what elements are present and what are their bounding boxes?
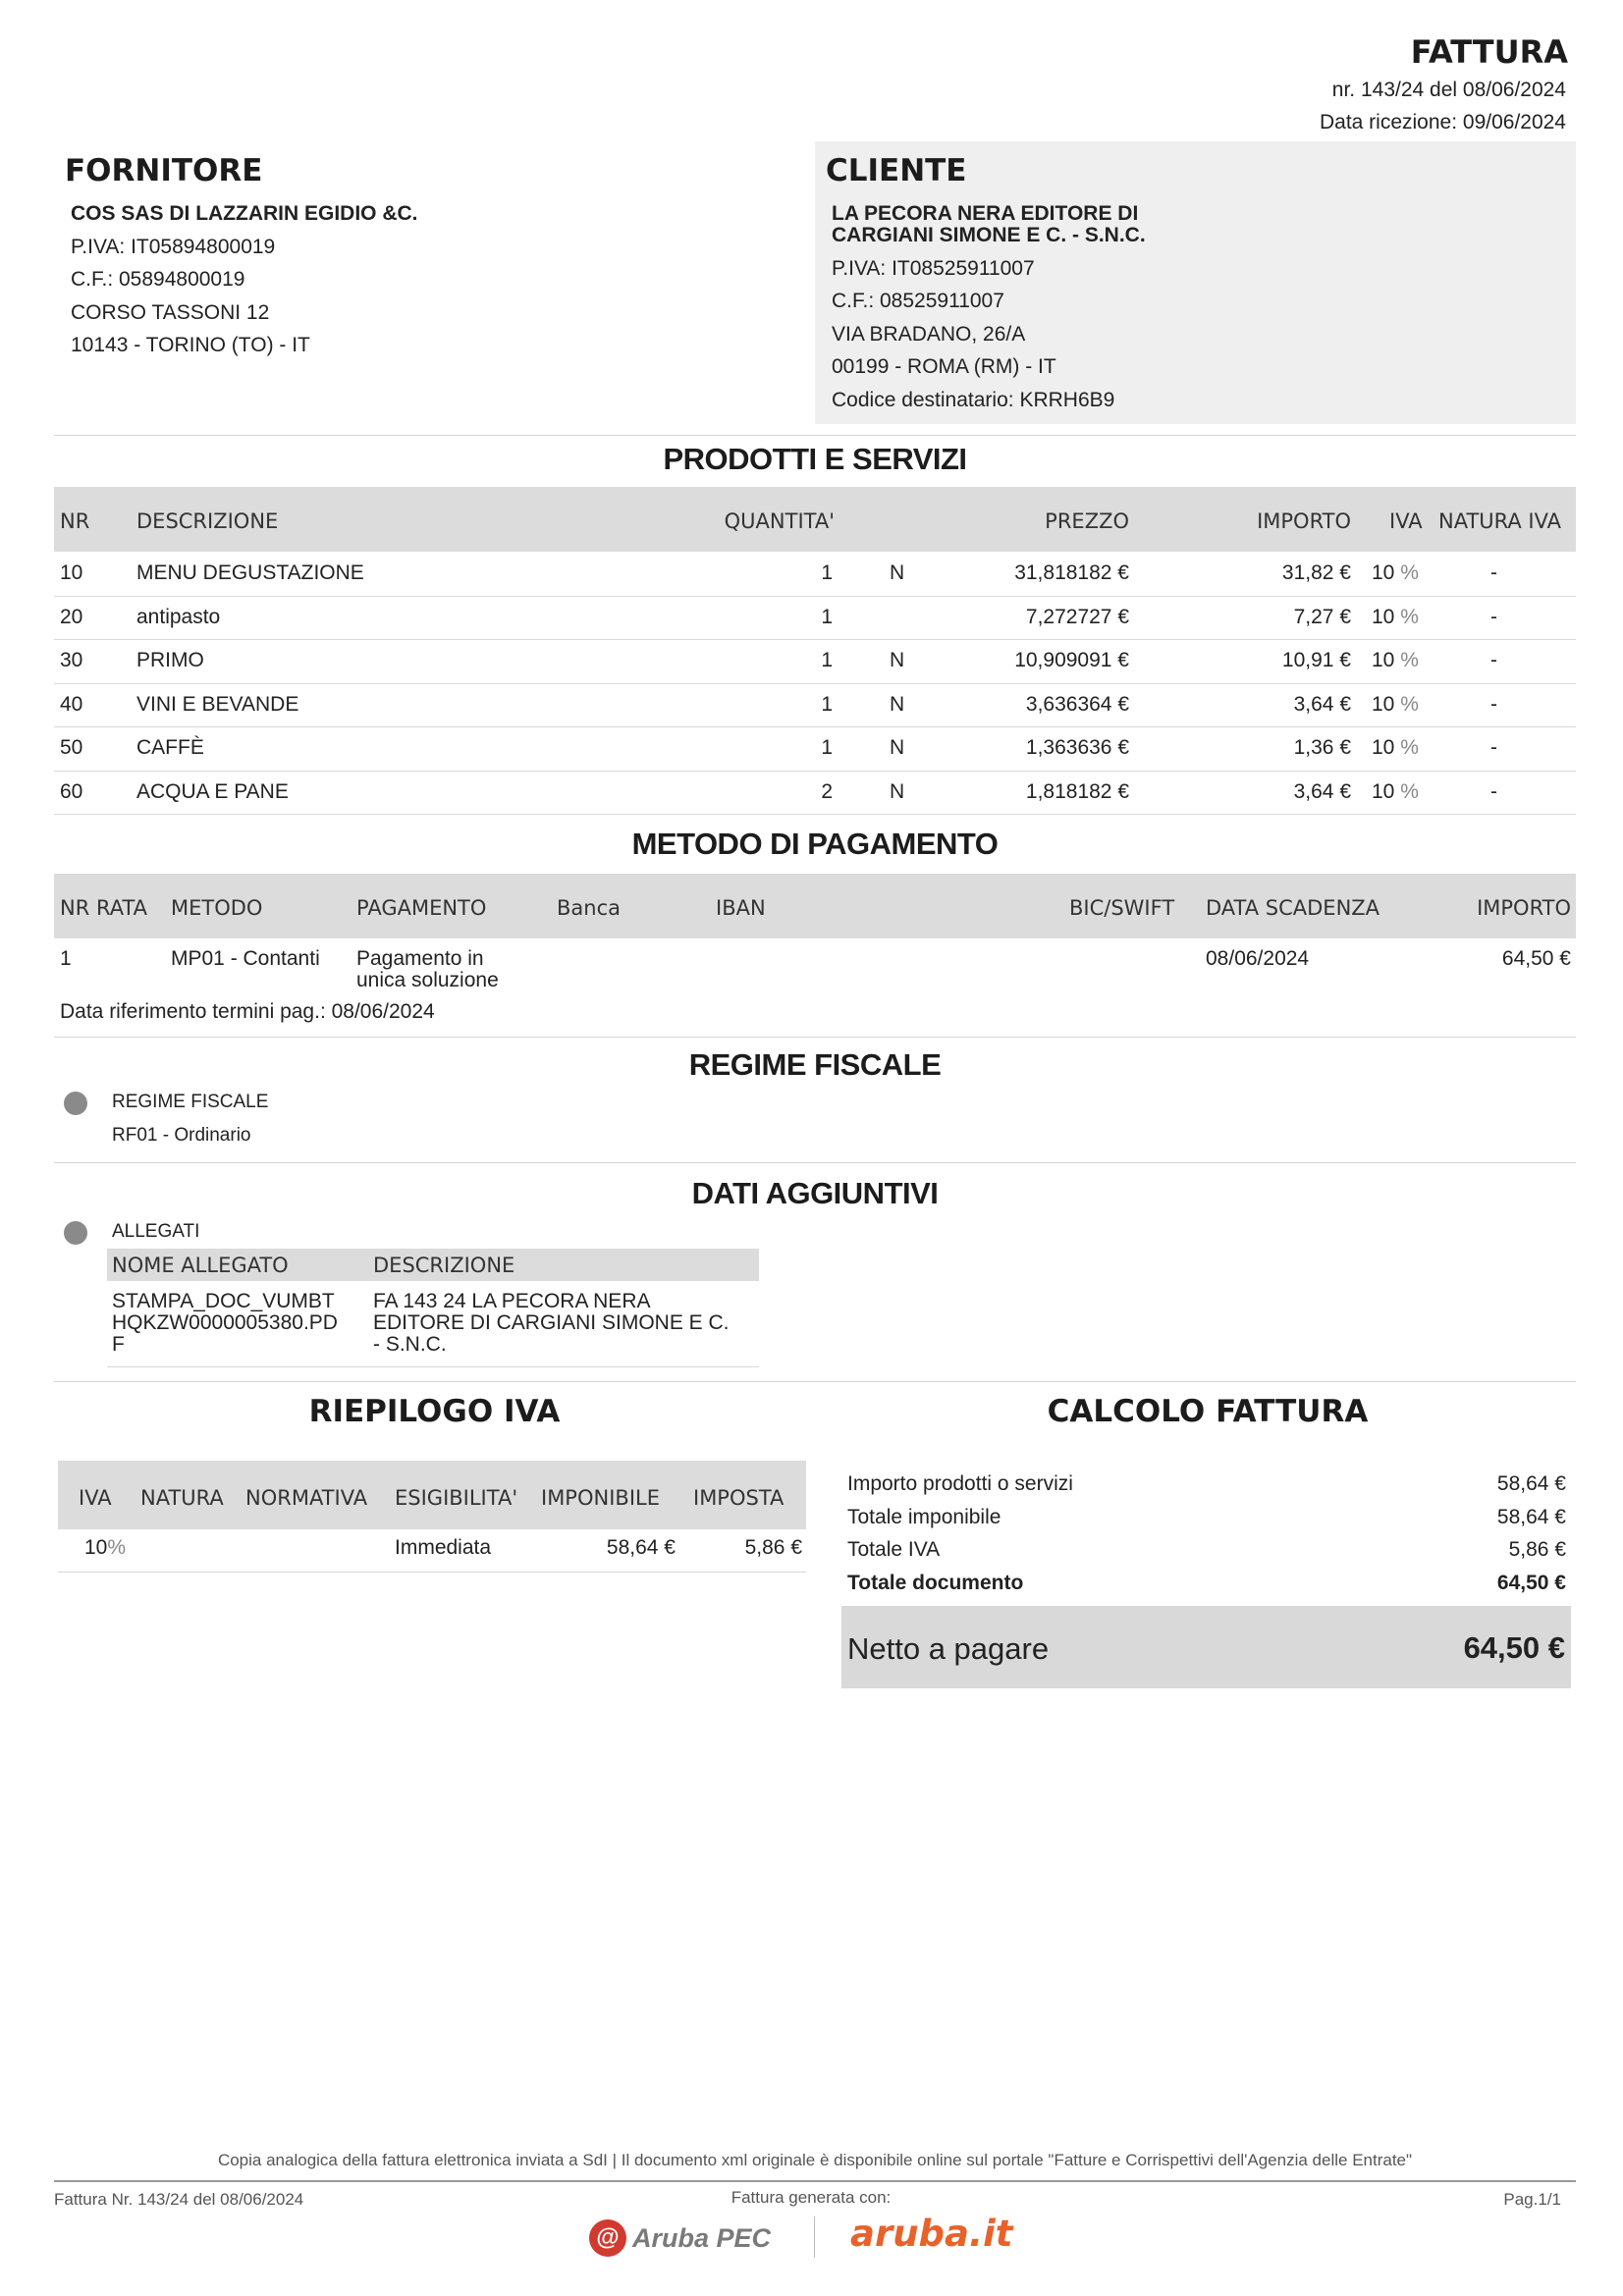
vat-rate-value: 10 — [84, 1536, 108, 1559]
payment-method: MP01 - Contanti — [171, 947, 320, 970]
payment-type-line2: unica soluzione — [356, 969, 499, 991]
received-date: Data ricezione: 09/06/2024 — [1319, 111, 1566, 133]
vat-rate — [84, 1536, 126, 1560]
calc-line-label: Importo prodotti o servizi — [847, 1472, 1073, 1495]
col-vat-normativa: NORMATIVA — [245, 1486, 368, 1510]
percent-sign: % — [1400, 561, 1419, 584]
extra-title: DATI AGGIUNTIVI — [691, 1176, 939, 1210]
row-iva-value: 10 — [1372, 736, 1395, 759]
footer-divider — [54, 2180, 1576, 2182]
supplier-cf: C.F.: 05894800019 — [71, 268, 245, 291]
row-unit: N — [890, 649, 905, 671]
row-unit: N — [890, 779, 905, 803]
row-price: 1,818182 € — [1025, 779, 1129, 803]
row-divider — [107, 1366, 759, 1367]
supplier-city: 10143 - TORINO (TO) - IT — [71, 334, 310, 356]
row-nr: 30 — [60, 649, 83, 671]
row-iva — [1372, 780, 1419, 804]
row-iva-value: 10 — [1372, 779, 1395, 803]
row-natura-iva: - — [1490, 736, 1497, 759]
percent-sign: % — [1400, 692, 1419, 716]
calc-total-value: 64,50 € — [1496, 1572, 1566, 1594]
payment-amount: 64,50 € — [1501, 947, 1571, 970]
row-unit: N — [890, 561, 905, 584]
row-natura-iva: - — [1490, 692, 1497, 716]
col-iban: IBAN — [716, 896, 766, 920]
col-natura-iva: NATURA IVA — [1438, 509, 1562, 533]
calc-total-label: Totale documento — [847, 1572, 1024, 1594]
row-description: antipasto — [136, 605, 221, 628]
bullet-icon — [64, 1092, 87, 1115]
row-divider — [54, 683, 1576, 684]
footer-generated-with: Fattura generata con: — [730, 2188, 892, 2207]
row-description: PRIMO — [136, 649, 204, 671]
row-unit: N — [890, 736, 905, 759]
aruba-pec-icon: @ — [589, 2219, 626, 2257]
col-vat-imponibile: IMPONIBILE — [541, 1486, 660, 1510]
row-quantity: 1 — [821, 736, 833, 759]
row-price: 7,272727 € — [1025, 605, 1129, 628]
calc-line-label: Totale imponibile — [847, 1506, 1001, 1528]
col-vat-esigibilita: ESIGIBILITA' — [395, 1486, 518, 1510]
divider — [54, 1162, 1576, 1163]
col-attachment-name: NOME ALLEGATO — [112, 1254, 289, 1277]
client-heading: CLIENTE — [826, 153, 967, 188]
calc-line-value: 58,64 € — [1496, 1506, 1566, 1528]
bullet-icon — [64, 1221, 87, 1245]
row-quantity: 1 — [821, 649, 833, 671]
row-nr: 60 — [60, 779, 83, 803]
document-number: nr. 143/24 del 08/06/2024 — [1331, 79, 1566, 101]
attachment-name-line3: F — [112, 1333, 125, 1356]
percent-sign: % — [1400, 649, 1419, 671]
row-nr: 50 — [60, 736, 83, 759]
col-metodo: METODO — [171, 896, 263, 920]
row-nr: 40 — [60, 692, 83, 716]
supplier-address: CORSO TASSONI 12 — [71, 301, 270, 324]
divider — [54, 1381, 1576, 1382]
row-natura-iva: - — [1490, 779, 1497, 803]
col-attachment-desc: DESCRIZIONE — [373, 1254, 515, 1277]
payment-rata: 1 — [60, 947, 72, 970]
row-iva — [1372, 649, 1419, 672]
logo-separator — [814, 2216, 815, 2258]
row-nr: 10 — [60, 561, 83, 584]
row-amount: 3,64 € — [1293, 692, 1351, 716]
aruba-pec-text: Aruba PEC — [632, 2222, 772, 2253]
payment-ref-terms: Data riferimento termini pag.: 08/06/2024 — [60, 1000, 435, 1023]
row-iva — [1372, 736, 1419, 760]
col-vat-natura: NATURA — [140, 1486, 224, 1510]
client-piva: P.IVA: IT08525911007 — [832, 257, 1035, 280]
calc-line-value: 5,86 € — [1508, 1538, 1566, 1561]
products-title: PRODOTTI E SERVIZI — [663, 442, 967, 476]
col-nr-rata: NR RATA — [60, 896, 148, 920]
aruba-pec-logo — [589, 2218, 771, 2258]
attachment-name-line1: STAMPA_DOC_VUMBT — [112, 1290, 335, 1312]
calc-line-value: 58,64 € — [1496, 1472, 1566, 1495]
payment-due-date: 08/06/2024 — [1206, 947, 1310, 970]
vat-esigibilita: Immediata — [395, 1536, 492, 1559]
vat-summary-title: RIEPILOGO IVA — [308, 1394, 561, 1429]
row-divider — [54, 771, 1576, 772]
row-iva-value: 10 — [1372, 649, 1395, 671]
attachment-desc-line3: - S.N.C. — [373, 1333, 447, 1356]
col-pagamento: PAGAMENTO — [356, 896, 487, 920]
attachment-name-line2: HQKZW0000005380.PD — [112, 1311, 338, 1334]
col-scadenza: DATA SCADENZA — [1206, 896, 1380, 920]
divider — [54, 1037, 1576, 1038]
row-amount: 7,27 € — [1293, 605, 1351, 628]
row-divider — [58, 1572, 806, 1573]
col-vat-imposta: IMPOSTA — [693, 1486, 784, 1510]
supplier-heading: FORNITORE — [65, 153, 263, 188]
vat-imposta: 5,86 € — [744, 1536, 802, 1559]
row-description: VINI E BEVANDE — [136, 692, 299, 716]
net-to-pay-label: Netto a pagare — [847, 1631, 1050, 1666]
col-price: PREZZO — [1045, 509, 1129, 533]
row-quantity: 2 — [821, 779, 833, 803]
row-price: 3,636364 € — [1025, 692, 1129, 716]
col-description: DESCRIZIONE — [136, 509, 279, 533]
row-divider — [54, 639, 1576, 640]
aruba-it-logo: aruba.it — [850, 2213, 1013, 2255]
row-natura-iva: - — [1490, 605, 1497, 628]
supplier-name: COS SAS DI LAZZARIN EGIDIO &C. — [71, 202, 418, 225]
regime-label: REGIME FISCALE — [112, 1092, 269, 1112]
row-iva-value: 10 — [1372, 692, 1395, 716]
col-vat-iva: IVA — [79, 1486, 112, 1510]
row-iva-value: 10 — [1372, 561, 1395, 584]
row-iva — [1372, 693, 1419, 717]
row-price: 1,363636 € — [1025, 736, 1129, 759]
row-divider — [54, 726, 1576, 727]
payment-title: METODO DI PAGAMENTO — [631, 827, 999, 861]
regime-title: REGIME FISCALE — [688, 1047, 942, 1082]
percent-sign: % — [1400, 736, 1419, 759]
row-quantity: 1 — [821, 692, 833, 716]
row-amount: 1,36 € — [1293, 736, 1351, 759]
row-description: MENU DEGUSTAZIONE — [136, 561, 364, 584]
client-cf: C.F.: 08525911007 — [832, 290, 1004, 312]
col-nr: NR — [60, 509, 90, 533]
footer-invoice-ref: Fattura Nr. 143/24 del 08/06/2024 — [54, 2190, 304, 2209]
col-banca: Banca — [557, 896, 621, 920]
client-name-line2: CARGIANI SIMONE E C. - S.N.C. — [832, 224, 1146, 246]
row-amount: 10,91 € — [1281, 649, 1351, 671]
row-divider — [54, 814, 1576, 815]
supplier-piva: P.IVA: IT05894800019 — [71, 236, 276, 258]
attachment-desc-line1: FA 143 24 LA PECORA NERA — [373, 1290, 651, 1312]
col-amount: IMPORTO — [1257, 509, 1351, 533]
document-type: FATTURA — [1410, 33, 1568, 71]
calc-line-label: Totale IVA — [847, 1538, 941, 1561]
row-iva — [1372, 606, 1419, 629]
row-price: 31,818182 € — [1014, 561, 1129, 584]
col-payment-amount: IMPORTO — [1477, 896, 1571, 920]
row-description: ACQUA E PANE — [136, 779, 289, 803]
footer-notice: Copia analogica della fattura elettronica inviata a SdI | Il documento xml originale è disponibile online sul portale "Fatture e Corrispettivi dell'Agenzia delle Entrate" — [217, 2151, 1413, 2169]
row-unit: N — [890, 692, 905, 716]
percent-sign: % — [1400, 605, 1419, 628]
attachment-desc-line2: EDITORE DI CARGIANI SIMONE E C. — [373, 1311, 730, 1334]
client-address: VIA BRADANO, 26/A — [832, 323, 1026, 346]
col-iva: IVA — [1389, 509, 1423, 533]
row-price: 10,909091 € — [1014, 649, 1129, 671]
client-dest-code: Codice destinatario: KRRH6B9 — [832, 389, 1115, 411]
percent-sign: % — [107, 1536, 127, 1559]
row-amount: 31,82 € — [1281, 561, 1351, 584]
col-bic: BIC/SWIFT — [1069, 896, 1175, 920]
attachments-label: ALLEGATI — [112, 1221, 200, 1242]
client-name-line1: LA PECORA NERA EDITORE DI — [832, 202, 1139, 225]
row-divider — [54, 596, 1576, 597]
net-to-pay-value: 64,50 € — [1463, 1630, 1565, 1665]
row-iva — [1372, 561, 1419, 585]
row-quantity: 1 — [821, 605, 833, 628]
row-iva-value: 10 — [1372, 605, 1395, 628]
col-quantity: QUANTITA' — [724, 509, 835, 533]
row-natura-iva: - — [1490, 561, 1497, 584]
row-quantity: 1 — [821, 561, 833, 584]
footer-page-number: Pag.1/1 — [1503, 2190, 1561, 2209]
row-amount: 3,64 € — [1293, 779, 1351, 803]
calc-title: CALCOLO FATTURA — [1047, 1394, 1369, 1429]
percent-sign: % — [1400, 779, 1419, 803]
payment-type-line1: Pagamento in — [356, 947, 484, 970]
vat-imponibile: 58,64 € — [606, 1536, 676, 1559]
row-description: CAFFÈ — [136, 736, 204, 759]
regime-value: RF01 - Ordinario — [112, 1125, 251, 1146]
divider — [54, 435, 1576, 436]
client-city: 00199 - ROMA (RM) - IT — [832, 355, 1056, 378]
row-natura-iva: - — [1490, 649, 1497, 671]
row-nr: 20 — [60, 605, 83, 628]
